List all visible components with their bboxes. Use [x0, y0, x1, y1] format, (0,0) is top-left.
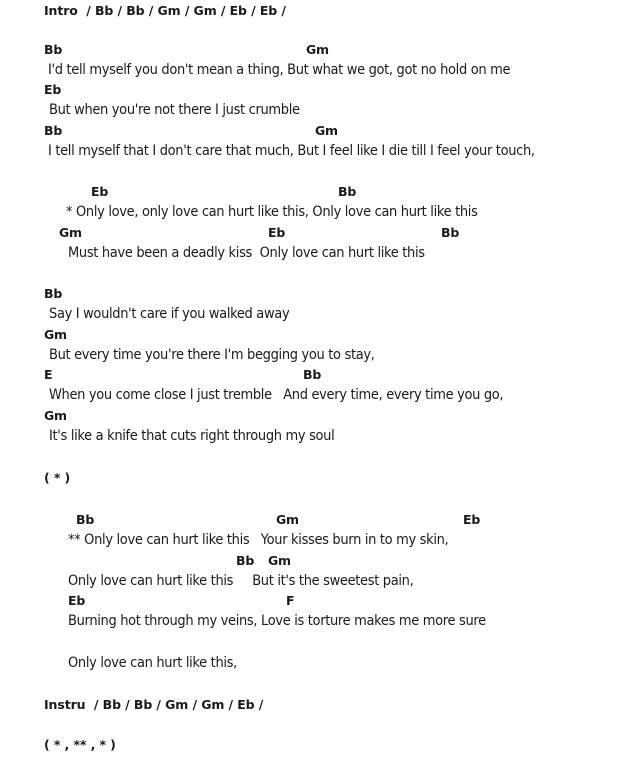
lyric-line: Only love can hurt like this,: [68, 655, 237, 671]
chord: Gm: [268, 553, 291, 568]
lyric-line: It's like a knife that cuts right through my soul: [49, 428, 335, 444]
lyric-line: Say I wouldn't care if you walked away: [49, 306, 290, 322]
chord: Bb: [44, 42, 63, 57]
chord: Eb: [91, 184, 109, 199]
chord: Gm: [306, 42, 329, 57]
lyric-line: ** Only love can hurt like this Your kisses burn in to my skin,: [68, 532, 449, 548]
chord: Bb: [44, 286, 63, 301]
chord: Bb: [303, 367, 322, 382]
lyric-line: Only love can hurt like this But it's the sweetest pain,: [68, 573, 414, 589]
chorus-repeat-marker: ( * ): [44, 470, 71, 485]
lyric-line: But when you're not there I just crumble: [49, 102, 300, 118]
chord: Eb: [44, 82, 62, 97]
lyric-line: When you come close I just tremble And every time, every time you go,: [49, 387, 504, 403]
chord: Bb: [441, 225, 460, 240]
chord: Bb: [76, 512, 95, 527]
chord: Gm: [276, 512, 299, 527]
chord: E: [44, 367, 53, 382]
intro-line: Intro / Bb / Bb / Gm / Gm / Eb / Eb /: [44, 3, 286, 18]
chord: Eb: [68, 593, 86, 608]
chord: Gm: [315, 123, 338, 138]
lyric-line: I'd tell myself you don't mean a thing, But what we got, got no hold on me: [48, 62, 511, 78]
lyric-line: Must have been a deadly kiss Only love can hurt like this: [68, 245, 425, 261]
chord: Gm: [44, 408, 67, 423]
lyric-line: But every time you're there I'm begging you to stay,: [49, 347, 375, 363]
chord: Eb: [268, 225, 286, 240]
chord: F: [286, 593, 295, 608]
chord: Eb: [463, 512, 481, 527]
chord: Bb: [338, 184, 357, 199]
chord: Gm: [44, 327, 67, 342]
outro-repeat-marker: ( * , ** , * ): [44, 737, 116, 752]
instrumental-line: Instru / Bb / Bb / Gm / Gm / Eb /: [44, 697, 264, 712]
chord: Bb: [44, 123, 63, 138]
lyric-line: I tell myself that I don't care that much, But I feel like I die till I feel your touch,: [48, 143, 535, 159]
lyric-line: * Only love, only love can hurt like this, Only love can hurt like this: [66, 204, 478, 220]
lyric-line: Burning hot through my veins, Love is torture makes me more sure: [68, 613, 486, 629]
chord: Bb: [236, 553, 255, 568]
chord: Gm: [59, 225, 82, 240]
